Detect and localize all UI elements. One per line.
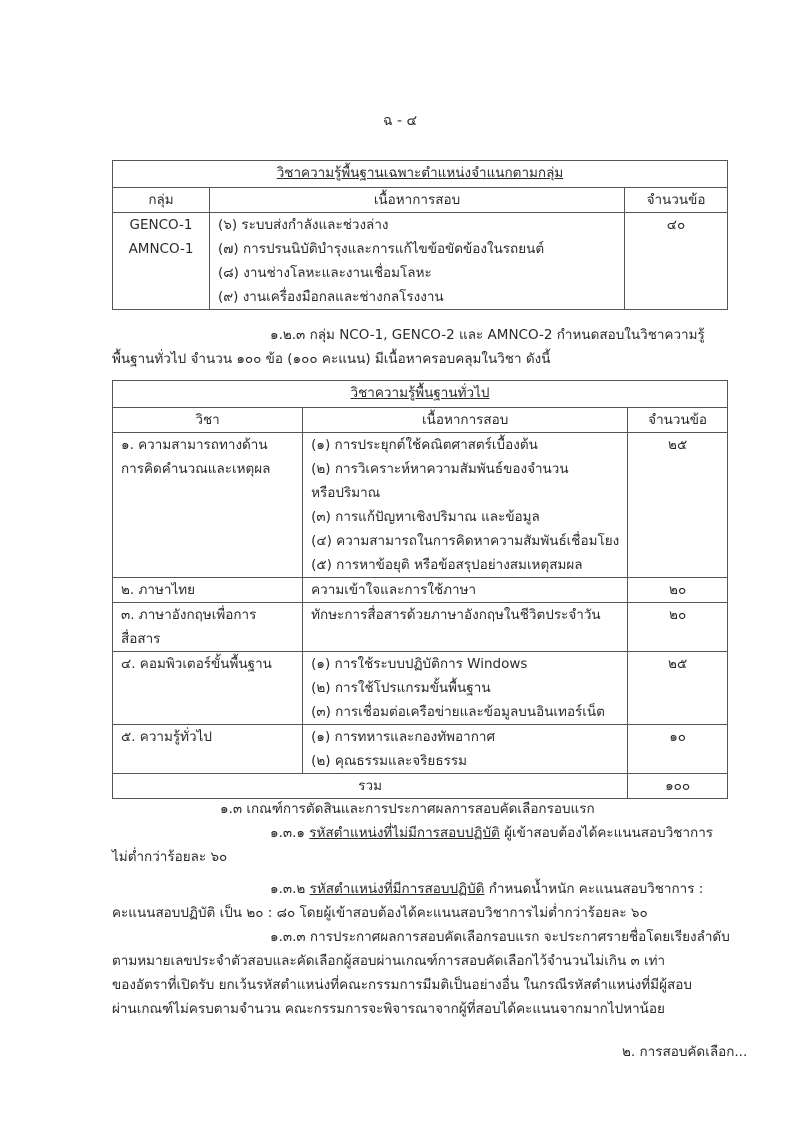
table-row [113, 725, 728, 774]
table-row [113, 433, 728, 578]
total-count: ๑๐๐ [628, 774, 728, 799]
header-group: กลุ่ม [113, 188, 210, 213]
topic-item: (๑) การทหารและกองทัพอากาศ [311, 729, 496, 745]
subject-cell [113, 433, 303, 578]
clause-text: ผ่านเกณฑ์ไม่ครบตามจำนวน คณะกรรมการจะพิจารณาจากผู้ที่สอบได้คะแนนจากมากไปหาน้อย [112, 1001, 665, 1017]
topic-item: (๑) การใช้ระบบปฏิบัติการ Windows [311, 656, 528, 672]
clause-title: รหัสตำแหน่งที่ไม่มีการสอบปฏิบัติ [309, 825, 500, 841]
table-row [113, 578, 728, 603]
group-label: GENCO-1 [129, 217, 193, 233]
total-label: รวม [113, 774, 628, 799]
subject-label: ๑. ความสามารถทางด้าน [121, 437, 268, 453]
topic-item: (๓) การเชื่อมต่อเครือข่ายและข้อมูลบนอินเทอร์เน็ต [311, 704, 605, 720]
topic-item: (๙) งานเครื่องมือกลและช่างกลโรงงาน [218, 289, 444, 305]
clause-number: ๑.๓.๒ [270, 881, 306, 897]
page-number: ฉ - ๔ [382, 113, 418, 129]
topic-item: (๒) คุณธรรมและจริยธรรม [311, 753, 467, 769]
paragraph-line: พื้นฐานทั่วไป จำนวน ๑๐๐ ข้อ (๑๐๐ คะแนน) มีเนื้อหาครอบคลุมในวิชา ดังนี้ [112, 351, 551, 367]
specific-knowledge-table [112, 160, 728, 310]
count-cell: ๒๐ [628, 578, 728, 603]
header-content: เนื้อหาการสอบ [210, 188, 625, 213]
clause-1-3-3: ๑.๓.๓ การประกาศผลการสอบคัดเลือกรอบแรก จะประกาศรายชื่อโดยเรียงลำดับ [270, 929, 730, 945]
total-row [113, 774, 728, 799]
header-count: จำนวนข้อ [625, 188, 728, 213]
clause-text: กำหนดน้ำหนัก คะแนนสอบวิชาการ : [488, 881, 704, 897]
clause-text: ผู้เข้าสอบต้องได้คะแนนสอบวิชาการ [504, 825, 714, 841]
group-cell [113, 213, 210, 310]
topics-cell [210, 213, 625, 310]
table-row [113, 603, 728, 652]
topics-cell [303, 433, 628, 578]
page-continuation: ๒. การสอบคัดเลือก... [622, 1044, 748, 1060]
topics-cell [303, 725, 628, 774]
subject-label: การคิดคำนวณและเหตุผล [121, 461, 271, 477]
paragraph-1-2-3 [112, 323, 728, 371]
topic-item: (๖) ระบบส่งกำลังและช่วงล่าง [218, 217, 389, 233]
general-knowledge-table [112, 380, 728, 799]
topic-item: (๔) ความสามารถในการคิดหาความสัมพันธ์เชื่อมโยง [311, 533, 620, 549]
table-title: วิชาความรู้พื้นฐานเฉพาะตำแหน่งจำแนกตามกลุ่ม [113, 161, 728, 188]
header-subject: วิชา [113, 408, 303, 433]
subject-cell: ๔. คอมพิวเตอร์ขั้นพื้นฐาน [113, 652, 303, 725]
clause-text: คะแนนสอบปฏิบัติ เป็น ๒๐ : ๘๐ โดยผู้เข้าสอบต้องได้คะแนนสอบวิชาการไม่ต่ำกว่าร้อยละ ๖๐ [112, 905, 648, 921]
topic-item: หรือปริมาณ [311, 485, 381, 501]
clause-1-3-1 [112, 821, 728, 845]
topic-item: (๓) การแก้ปัญหาเชิงปริมาณ และข้อมูล [311, 509, 540, 525]
count-cell: ๑๐ [628, 725, 728, 774]
count-cell: ๒๕ [628, 652, 728, 725]
header-count: จำนวนข้อ [628, 408, 728, 433]
topic-item: (๒) การใช้โปรแกรมขั้นพื้นฐาน [311, 680, 491, 696]
table-title: วิชาความรู้พื้นฐานทั่วไป [113, 381, 728, 408]
header-content: เนื้อหาการสอบ [303, 408, 628, 433]
topics-cell [303, 652, 628, 725]
topic-item: (๒) การวิเคราะห์หาความสัมพันธ์ของจำนวน [311, 461, 569, 477]
count-cell: ๒๐ [628, 603, 728, 652]
clause-number: ๑.๓.๑ [270, 825, 305, 841]
topics-cell: ทักษะการสื่อสารด้วยภาษาอังกฤษในชีวิตประจำวัน [303, 603, 628, 652]
table-row [113, 213, 728, 310]
topic-item: (๑) การประยุกต์ใช้คณิตศาสตร์เบื้องต้น [311, 437, 538, 453]
section-1-3 [112, 797, 728, 1021]
topic-item: (๕) การหาข้อยุติ หรือข้อสรุปอย่างสมเหตุสมผล [311, 557, 583, 573]
table-row [113, 652, 728, 725]
count-cell: ๒๕ [628, 433, 728, 578]
subject-cell: ๓. ภาษาอังกฤษเพื่อการสื่อสาร [113, 603, 303, 652]
topic-item: (๗) การปรนนิบัติบำรุงและการแก้ไขข้อขัดข้องในรถยนต์ [218, 241, 545, 257]
paragraph-line: ๑.๒.๓ กลุ่ม NCO-1, GENCO-2 และ AMNCO-2 กำหนดสอบในวิชาความรู้ [270, 327, 705, 343]
section-heading: ๑.๓ เกณฑ์การตัดสินและการประกาศผลการสอบคัดเลือกรอบแรก [220, 801, 595, 817]
clause-text: ของอัตราที่เปิดรับ ยกเว้นรหัสตำแหน่งที่คณะกรรมการมีมติเป็นอย่างอื่น ในกรณีรหัสตำแหน่งที่มีผู้สอบ [112, 977, 692, 993]
topic-item: (๘) งานช่างโลหะและงานเชื่อมโลหะ [218, 265, 432, 281]
clause-title: รหัสตำแหน่งที่มีการสอบปฏิบัติ [309, 881, 485, 897]
group-label: AMNCO-1 [128, 241, 194, 257]
clause-1-3-2 [112, 877, 728, 901]
clause-text: ไม่ต่ำกว่าร้อยละ ๖๐ [112, 849, 228, 865]
clause-text: ตามหมายเลขประจำตัวสอบและคัดเลือกผู้สอบผ่านเกณฑ์การสอบคัดเลือกไว้จำนวนไม่เกิน ๓ เท่า [112, 953, 666, 969]
subject-cell: ๕. ความรู้ทั่วไป [113, 725, 303, 774]
count-cell: ๔๐ [625, 213, 728, 310]
subject-cell: ๒. ภาษาไทย [113, 578, 303, 603]
topics-cell: ความเข้าใจและการใช้ภาษา [303, 578, 628, 603]
